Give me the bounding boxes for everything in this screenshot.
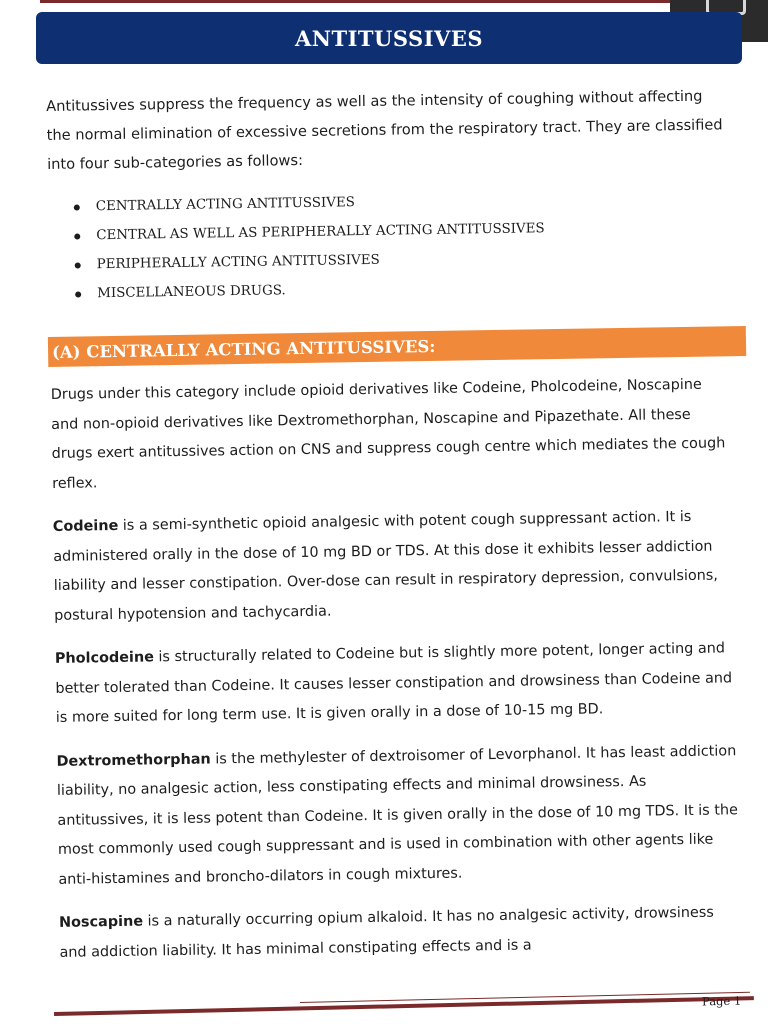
bullet-icon bbox=[74, 204, 80, 210]
page-title: ANTITUSSIVES bbox=[294, 25, 484, 51]
bullet-icon bbox=[75, 262, 81, 268]
category-label: MISCELLANEOUS DRUGS. bbox=[97, 283, 286, 302]
category-label: CENTRAL AS WELL AS PERIPHERALLY ACTING ANTITUSSIVES bbox=[96, 221, 545, 244]
drug-paragraph-noscapine bbox=[59, 898, 742, 968]
intro-paragraph: Antitussives suppress the frequency as well as the intensity of coughing without affecting the normal elimination of excessive secretions from the respiratory tract. They are classified into four sub-categories as follows: bbox=[46, 87, 723, 173]
page-body bbox=[46, 81, 742, 968]
drug-description: is a naturally occurring opium alkaloid. It has no analgesic activity, drowsiness and addiction liability. It has minimal constipating effects and is a bbox=[59, 904, 714, 961]
section-intro-paragraph: Drugs under this category include opioid derivatives like Codeine, Pholcodeine, Noscapine and non-opioid derivatives like Dextromethorphan, Noscapine and Pipazethate. All these drugs exert antitussives action on CNS and suppress cough centre which mediates the cough reflex. bbox=[50, 376, 726, 492]
section-heading-bar bbox=[48, 326, 746, 367]
drug-name: Noscapine bbox=[58, 913, 144, 931]
drug-description: is the methylester of dextroisomer of Levorphanol. It has least addiction liability, no analgesic action, less constipating effects and minimal drowsiness. As antitussives, it is less potent than Codeine. It is given orally in the dose of 10 mg TDS. It is the most commonly used cough suppressant and is used in combination with other agents like anti-histamines and broncho-dilators in cough mixtures. bbox=[56, 742, 739, 888]
drug-paragraph-codeine bbox=[53, 502, 737, 631]
category-label: CENTRALLY ACTING ANTITUSSIVES bbox=[95, 195, 356, 215]
category-list bbox=[48, 182, 732, 309]
bullet-icon bbox=[74, 233, 80, 239]
section-heading: (A) CENTRALLY ACTING ANTITUSSIVES: bbox=[51, 336, 436, 362]
drug-description: is structurally related to Codeine but is slightly more potent, longer acting and better tolerated than Codeine. It causes lesser constipation and drowsiness than Codeine and is more suited for long term use. It is given orally in a dose of 10-15 mg BD. bbox=[55, 640, 733, 726]
drug-paragraph-pholcodeine bbox=[55, 634, 738, 733]
drug-description: is a semi-synthetic opioid analgesic with potent cough suppressant action. It is administered orally in the dose of 10 mg BD or TDS. At this dose it exhibits lesser addiction liability and lesser constipation. Over-dose can result in respiratory depression, convulsions, postural hypotension and tachycardia. bbox=[53, 508, 719, 624]
drug-name: Codeine bbox=[52, 517, 119, 535]
category-label: PERIPHERALLY ACTING ANTITUSSIVES bbox=[96, 252, 380, 273]
drug-name: Dextromethorphan bbox=[56, 750, 211, 770]
top-rule bbox=[40, 0, 740, 3]
page-number: Page 1 bbox=[701, 993, 742, 1009]
title-bar bbox=[36, 12, 742, 64]
drug-name: Pholcodeine bbox=[54, 649, 155, 667]
drug-paragraph-dextromethorphan bbox=[56, 737, 740, 895]
bullet-icon bbox=[75, 291, 81, 297]
